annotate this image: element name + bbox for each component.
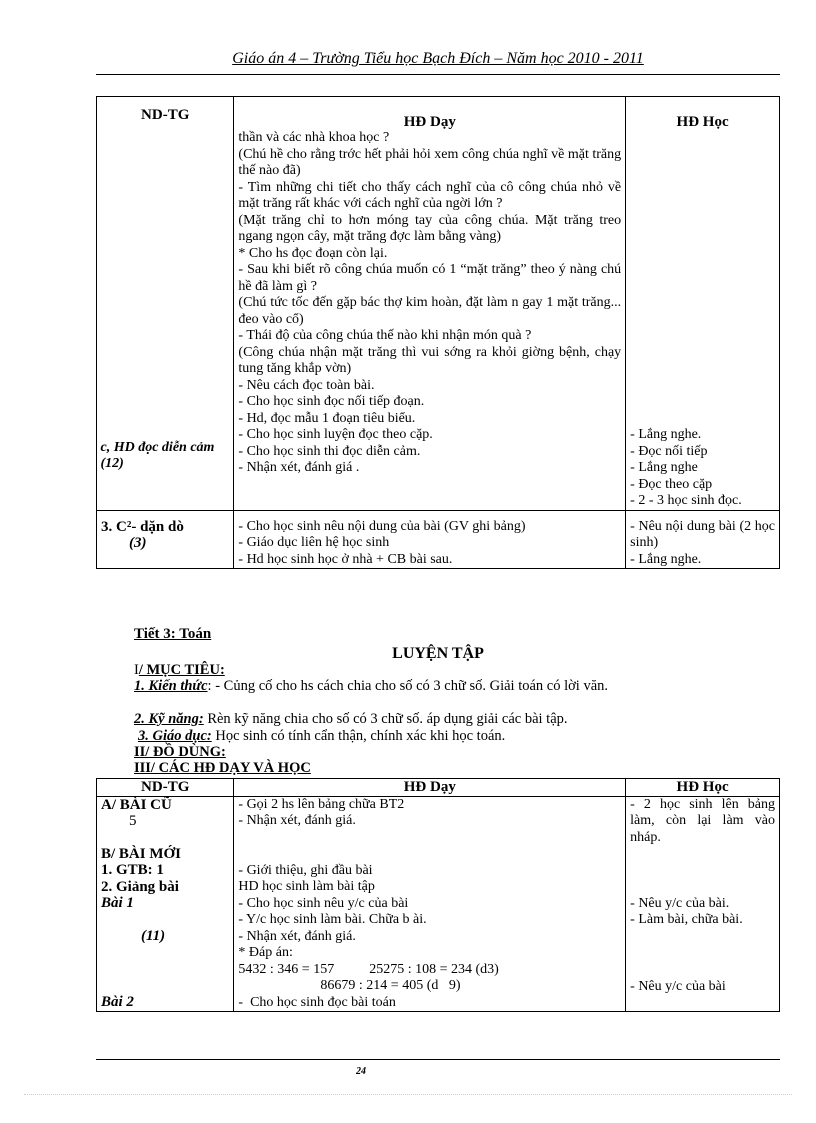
text-line: - Gọi 2 hs lên bảng chữa BT2 — [238, 796, 405, 812]
text-line: HD học sinh làm bài tập — [238, 879, 375, 894]
ky-nang-line — [134, 711, 774, 728]
text-line: - Nêu y/c của bài — [630, 978, 726, 994]
text-line: - Hd, đọc mẫu 1 đoạn tiêu biểu. — [238, 410, 416, 426]
lesson-table-2 — [96, 778, 780, 1012]
col-header-hd-day: HĐ Dạy — [234, 779, 626, 797]
middle-cell — [234, 796, 626, 1012]
text-line: - Lắng nghe. — [630, 551, 702, 567]
muc-tieu-label: / MỤC TIÊU: — [138, 662, 225, 678]
muc-tieu-line — [134, 662, 774, 679]
section-label-bai-2: Bài 2 — [101, 994, 134, 1010]
ky-nang-text: Rèn kỹ năng chia cho số có 3 chữ số. áp dụng giải các bài tập. — [203, 711, 568, 727]
text-line: - Nêu y/c của bài. — [630, 895, 730, 911]
text-line: * Đáp án: — [238, 945, 293, 960]
answer-line: 86679 : 214 = 405 (d 9) — [320, 978, 461, 993]
tiet-title: Tiết 3: Toán — [134, 626, 212, 642]
left-cell — [97, 510, 234, 569]
section-label-gtb: 1. GTB: 1 — [101, 862, 164, 878]
section-label-cung-co: 3. C²- dặn dò — [101, 518, 184, 535]
section-label-bai-cu: A/ BÀI CŨ — [101, 796, 172, 813]
text-line: - Nhận xét, đánh giá. — [238, 928, 356, 944]
section-time: 5 — [129, 813, 137, 829]
col-header-nd-tg: ND-TG — [141, 107, 190, 123]
text-line: - 2 học sinh lên bảng làm, còn lại làm vào nháp. — [630, 796, 775, 845]
text-line: - Đọc nối tiếp — [630, 443, 708, 459]
answer-line: 5432 : 346 = 157 25275 : 108 = 234 (d3) — [238, 961, 499, 977]
right-cell — [626, 510, 780, 569]
page-header-title: Giáo án 4 – Trường Tiểu học Bạch Đích – Năm học 2010 - 2011 — [232, 50, 644, 67]
text-line: - Sau khi biết rõ công chúa muốn có 1 “mặt trăng” theo ý nàng chú hề đã làm gì ? — [238, 262, 622, 294]
section-label-giang-bai: 2. Giảng bài — [101, 878, 179, 895]
kien-thuc-line — [134, 678, 774, 695]
col-header-hd-hoc: HĐ Học — [676, 114, 729, 130]
text-line: - Đọc theo cặp — [630, 476, 713, 492]
text-line: - Lắng nghe. — [630, 427, 702, 442]
text-line: - Cho học sinh đọc bài toán — [238, 994, 396, 1010]
text-line: (Công chúa nhận mặt trăng thì vui sớng ra khỏi giờng bệnh, chạy tung tăng khắp vờn) — [238, 344, 622, 376]
text-line: - 2 - 3 học sinh đọc. — [630, 493, 742, 508]
giao-duc-line — [134, 728, 774, 745]
ky-nang-label: 2. Kỹ năng: — [134, 711, 204, 727]
table-header-row — [97, 779, 780, 797]
text-line: - Cho học sinh thi đọc diễn cảm. — [238, 443, 421, 459]
right-cell — [626, 796, 780, 1012]
section-label-bai-1: Bài 1 — [101, 895, 134, 911]
col-header-nd-tg: ND-TG — [97, 779, 234, 797]
text-line: - Nêu cách đọc toàn bài. — [238, 377, 375, 393]
muc-tieu-prefix: I — [134, 662, 139, 678]
kien-thuc-text: : - Củng cố cho hs cách chia cho số có 3 chữ số. Giải toán có lời văn. — [207, 678, 609, 694]
lesson-table-1 — [96, 96, 780, 569]
cac-hd-heading: III/ CÁC HĐ DẠY VÀ HỌC — [134, 760, 311, 776]
col-header-hd-day: HĐ Dạy — [403, 114, 456, 130]
text-line: - Hd học sinh học ở nhà + CB bài sau. — [238, 551, 453, 567]
text-line: - Nhận xét, đánh giá. — [238, 813, 356, 828]
right-cell — [626, 97, 780, 511]
lesson-heading: LUYỆN TẬP — [392, 645, 484, 662]
text-line: (Chú tức tốc đến gặp bác thợ kim hoàn, đặt làm n gay 1 mặt trăng... đeo vào cổ) — [238, 295, 622, 327]
table-row — [97, 796, 780, 1012]
kien-thuc-label: 1. Kiến thức — [134, 678, 208, 694]
text-line: - Tìm những chi tiết cho thấy cách nghĩ của cô công chúa nhỏ về mặt trăng rất khác với cách nghĩ của ngời lớn ? — [238, 179, 622, 211]
table-row — [97, 510, 780, 569]
text-line: - Lắng nghe — [630, 460, 698, 475]
text-line: - Giới thiệu, ghi đầu bài — [238, 862, 373, 878]
section-label-doc-dien-cam: c, HD đọc diễn cảm (12) — [100, 439, 215, 471]
text-line: (Mặt trăng chỉ to hơn móng tay của công chúa. Mặt trăng treo ngang ngọn cây, mặt trăng đợc làm bằng vàng) — [238, 212, 622, 244]
text-line: - Cho học sinh luyện đọc theo cặp. — [238, 427, 433, 442]
text-line: - Nêu nội dung bài (2 học sinh) — [630, 518, 775, 550]
text-line: - Y/c học sinh làm bài. Chữa b ài. — [238, 912, 427, 927]
giao-duc-text: Học sinh có tính cẩn thận, chính xác khi học toán. — [211, 728, 506, 744]
table-row — [97, 97, 780, 511]
footer-rule — [96, 1059, 780, 1060]
text-line: - Cho học sinh nêu nội dung của bài (GV ghi bảng) — [238, 518, 526, 534]
section-time: (11) — [141, 928, 166, 944]
section-time: (3) — [129, 535, 147, 551]
left-cell — [97, 796, 234, 1012]
page-bottom-edge — [24, 1094, 792, 1095]
text-line: - Cho học sinh đọc nối tiếp đoạn. — [238, 394, 425, 409]
section-label-bai-moi: B/ BÀI MỚI — [101, 845, 182, 862]
text-line: thần và các nhà khoa học ? — [238, 130, 390, 145]
page-number: 24 — [356, 1066, 366, 1077]
text-line: * Cho hs đọc đoạn còn lại. — [238, 245, 388, 261]
do-dung-heading: II/ ĐỒ DÙNG: — [134, 744, 226, 760]
col-header-hd-hoc: HĐ Học — [626, 779, 780, 797]
text-line: - Làm bài, chữa bài. — [630, 912, 743, 927]
middle-cell — [234, 510, 626, 569]
text-line: - Giáo dục liên hệ học sinh — [238, 535, 390, 550]
text-line: - Cho học sinh nêu y/c của bài — [238, 895, 409, 911]
text-line: - Nhận xét, đánh giá . — [238, 460, 360, 475]
text-line: - Thái độ của công chúa thế nào khi nhận món quà ? — [238, 328, 532, 343]
giao-duc-label: 3. Giáo dục: — [138, 728, 212, 744]
text-line: (Chú hề cho rằng trớc hết phải hỏi xem công chúa nghĩ về mặt trăng thế nào đã) — [238, 146, 622, 178]
header-rule — [96, 74, 780, 75]
